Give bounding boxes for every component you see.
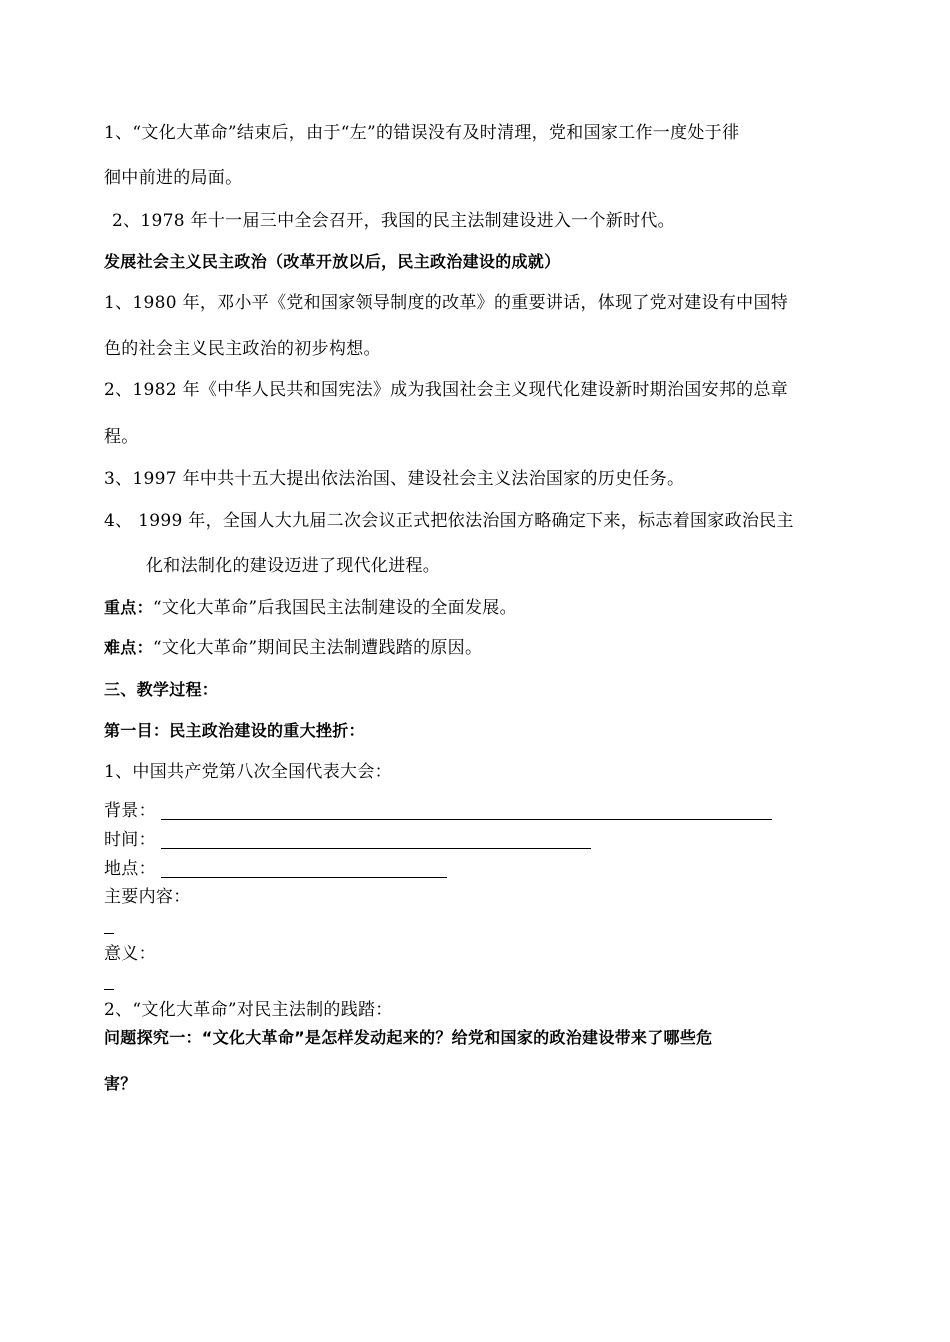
development-item3: 3、1997 年中共十五大提出依法治国、建设社会主义法治国家的历史任务。 [104,469,685,489]
intro-item1-line2: 徊中前进的局面。 [104,168,243,188]
field-significance-blank[interactable] [104,989,114,990]
intro-item2: 2、1978 年十一届三中全会召开，我国的民主法制建设进入一个新时代。 [112,211,675,231]
process-item2: 2、“文化大革命”对民主法制的践踏： [104,1000,393,1020]
key-point-label: 重点： [104,598,153,617]
development-item1-line2: 色的社会主义民主政治的初步构想。 [104,339,381,359]
development-item4-line2: 化和法制化的建设迈进了现代化进程。 [146,556,441,576]
development-item2-line2: 程。 [104,427,139,447]
field-content-blank[interactable] [104,933,114,934]
field-time-label: 时间： [104,830,156,850]
teaching-process-heading: 三、教学过程： [104,680,219,699]
question1-line2: 害？ [104,1074,137,1093]
field-place-blank[interactable] [161,877,447,878]
field-background-blank[interactable] [161,819,772,820]
process-item1: 1、中国共产党第八次全国代表大会： [104,762,392,782]
field-background-label: 背景： [104,801,156,821]
field-content-label: 主要内容： [104,887,191,907]
difficulty-label: 难点： [104,638,153,657]
development-item4-line1: 4、 1999 年，全国人大九届二次会议正式把依法治国方略确定下来，标志着国家政治民主 [104,511,794,531]
development-heading: 发展社会主义民主政治（改革开放以后，民主政治建设的成就） [104,252,561,271]
development-item2-line1: 2、1982 年《中华人民共和国宪法》成为我国社会主义现代化建设新时期治国安邦的总章 [104,380,789,400]
development-item1-line1: 1、1980 年，邓小平《党和国家领导制度的改革》的重要讲话，体现了党对建设有中国特 [104,293,789,313]
key-point-text: “文化大革命”后我国民主法制建设的全面发展。 [152,598,517,618]
field-place-label: 地点： [104,859,156,879]
field-significance-label: 意义： [104,944,156,964]
section1-heading: 第一目：民主政治建设的重大挫折： [104,721,365,740]
question1-line1: 问题探究一：“文化大革命”是怎样发动起来的？给党和国家的政治建设带来了哪些危 [104,1028,713,1047]
key-point [104,598,849,618]
intro-item1-line1: 1、“文化大革命”结束后，由于“左”的错误没有及时清理，党和国家工作一度处于徘 [104,123,740,143]
difficulty [104,638,849,658]
difficulty-text: “文化大革命”期间民主法制遭践踏的原因。 [152,638,483,658]
field-time-blank[interactable] [161,848,591,849]
